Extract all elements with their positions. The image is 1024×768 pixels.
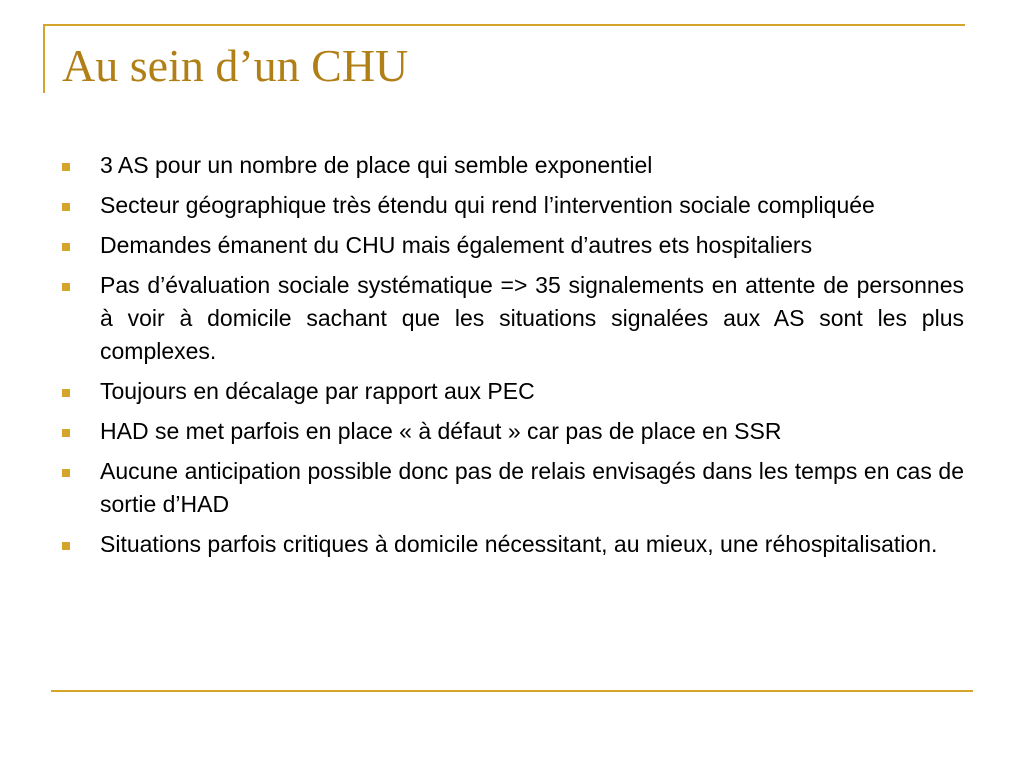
square-bullet-icon <box>62 203 70 211</box>
bullet-item <box>62 528 964 561</box>
left-border-line <box>43 24 45 93</box>
square-bullet-icon <box>62 163 70 171</box>
square-bullet-icon <box>62 469 70 477</box>
square-bullet-icon <box>62 429 70 437</box>
bullet-text: Aucune anticipation possible donc pas de relais envisagés dans les temps en cas de sortie d’HAD <box>100 458 964 517</box>
bullet-text: Demandes émanent du CHU mais également d’autres ets hospitaliers <box>100 232 813 258</box>
bottom-border-line <box>51 690 973 692</box>
bullet-item <box>62 415 964 448</box>
bullet-text: Secteur géographique très étendu qui rend l’intervention sociale compliquée <box>100 192 875 218</box>
slide-title: Au sein d’un CHU <box>62 40 409 91</box>
bullet-text: Toujours en décalage par rapport aux PEC <box>100 378 535 404</box>
bullet-text: HAD se met parfois en place « à défaut » car pas de place en SSR <box>100 418 782 444</box>
square-bullet-icon <box>62 283 70 291</box>
bullet-item <box>62 375 964 408</box>
square-bullet-icon <box>62 389 70 397</box>
bullet-list <box>62 149 964 568</box>
bullet-text: Situations parfois critiques à domicile nécessitant, au mieux, une réhospitalisation. <box>100 531 938 557</box>
bullet-item <box>62 269 964 368</box>
top-border-line <box>43 24 965 26</box>
bullet-item <box>62 189 964 222</box>
square-bullet-icon <box>62 243 70 251</box>
bullet-item <box>62 455 964 521</box>
bullet-text: 3 AS pour un nombre de place qui semble exponentiel <box>100 152 653 178</box>
bullet-text: Pas d’évaluation sociale systématique => 35 signalements en attente de personnes à voir à domicile sachant que les situations signalées aux AS sont les plus complexes. <box>100 272 964 364</box>
bullet-item <box>62 149 964 182</box>
square-bullet-icon <box>62 542 70 550</box>
bullet-item <box>62 229 964 262</box>
